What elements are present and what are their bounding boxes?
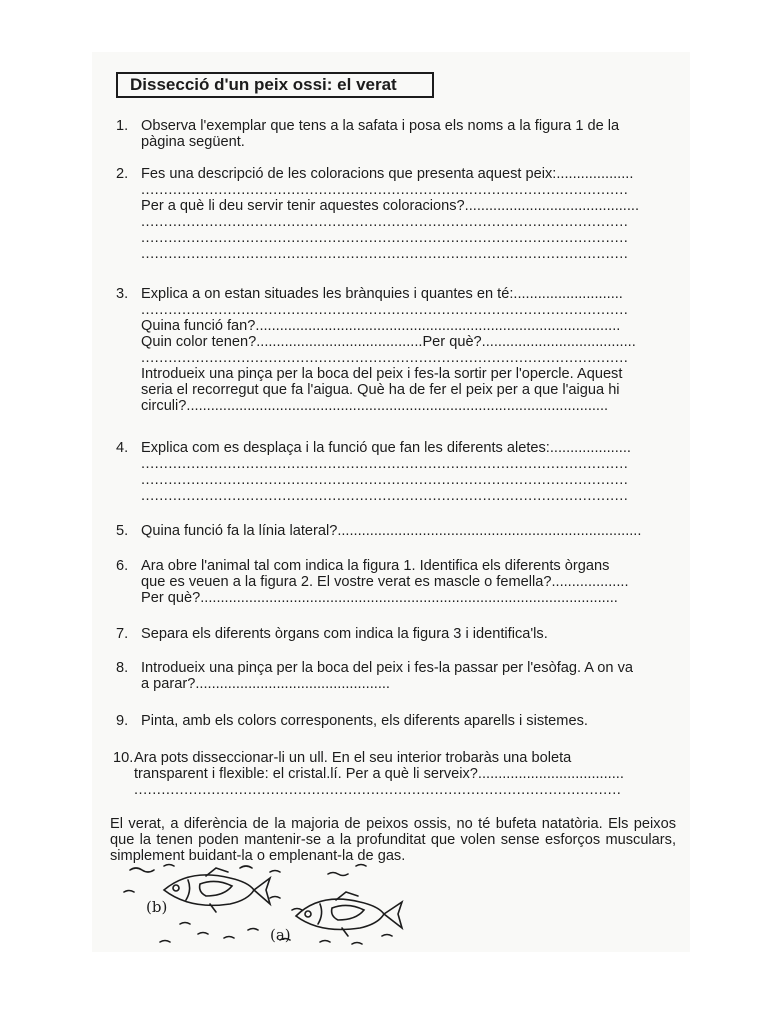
answer-line[interactable]: ........................................................................................................... — [141, 246, 629, 262]
page-title: Dissecció d'un peix ossi: el verat — [116, 72, 434, 98]
question-number: 9. — [116, 713, 129, 729]
question-number: 3. — [116, 286, 129, 302]
question-line: Per què?....................................................................................................... — [141, 590, 618, 606]
answer-line[interactable]: ........................................................................................................... — [141, 350, 629, 366]
figure-label-b: (b) — [146, 898, 168, 916]
answer-line[interactable]: ........................................................................................................... — [141, 182, 629, 198]
question-line: Explica com es desplaça i la funció que fan les diferents aletes:.................... — [141, 440, 631, 456]
question-line: Pinta, amb els colors corresponents, els diferents aparells i sistemes. — [141, 713, 588, 729]
question-line: Quina funció fa la línia lateral?........................................................................... — [141, 523, 642, 539]
question-line: Separa els diferents òrgans com indica la figura 3 i identifica'ls. — [141, 626, 548, 642]
answer-line[interactable]: ........................................................................................................... — [141, 472, 629, 488]
question-number: 1. — [116, 118, 129, 134]
question-line: Explica a on estan situades les brànquies i quantes en té:........................... — [141, 286, 623, 302]
question-line: Introdueix una pinça per la boca del peix i fes-la sortir per l'opercle. Aquest — [141, 366, 623, 382]
answer-line[interactable]: ........................................................................................................... — [141, 302, 629, 318]
question-number: 6. — [116, 558, 129, 574]
question-line: pàgina següent. — [141, 134, 245, 150]
question-number: 4. — [116, 440, 129, 456]
question-line: circuli?........................................................................................................ — [141, 398, 609, 414]
question-number: 7. — [116, 626, 129, 642]
question-line: Quin color tenen?.........................................Per què?...................................... — [141, 334, 636, 350]
question-line: seria el recorregut que fa l'aigua. Què ha de fer el peix per a que l'aigua hi — [141, 382, 620, 398]
question-line: Observa l'exemplar que tens a la safata i posa els noms a la figura 1 de la — [141, 118, 620, 134]
question-line: Ara pots disseccionar-li un ull. En el seu interior trobaràs una boleta — [134, 750, 572, 766]
question-line: Introdueix una pinça per la boca del peix i fes-la passar per l'esòfag. A on va — [141, 660, 633, 676]
question-number: 8. — [116, 660, 129, 676]
question-line: Fes una descripció de les coloracions que presenta aquest peix:................... — [141, 166, 634, 182]
question-number: 10. — [113, 750, 134, 766]
answer-line[interactable]: ........................................................................................................... — [141, 214, 629, 230]
question-number: 2. — [116, 166, 129, 182]
figure-label-a: (a) — [270, 926, 291, 944]
answer-line[interactable]: ........................................................................................................... — [141, 488, 629, 504]
question-line: a parar?................................................ — [141, 676, 390, 692]
question-line: Quina funció fan?.......................................................................................... — [141, 318, 621, 334]
question-number: 5. — [116, 523, 129, 539]
question-line: Ara obre l'animal tal com indica la figura 1. Identifica els diferents òrgans — [141, 558, 610, 574]
answer-line[interactable]: ........................................................................................................... — [134, 782, 622, 798]
closing-paragraph: El verat, a diferència de la majoria de peixos ossis, no té bufeta natatòria. Els peixos que la tenen poden mantenir-se a la profunditat que volen sense esforços musculars, simplement buidant-la o emplenant-la de gas. — [110, 816, 676, 864]
answer-line[interactable]: ........................................................................................................... — [141, 456, 629, 472]
question-line: Per a què li deu servir tenir aquestes coloracions?........................................... — [141, 198, 640, 214]
answer-line[interactable]: ........................................................................................................... — [141, 230, 629, 246]
question-line: transparent i flexible: el cristal.lí. Per a què li serveix?.................................... — [134, 766, 624, 782]
question-line: que es veuen a la figura 2. El vostre verat es mascle o femella?................... — [141, 574, 629, 590]
